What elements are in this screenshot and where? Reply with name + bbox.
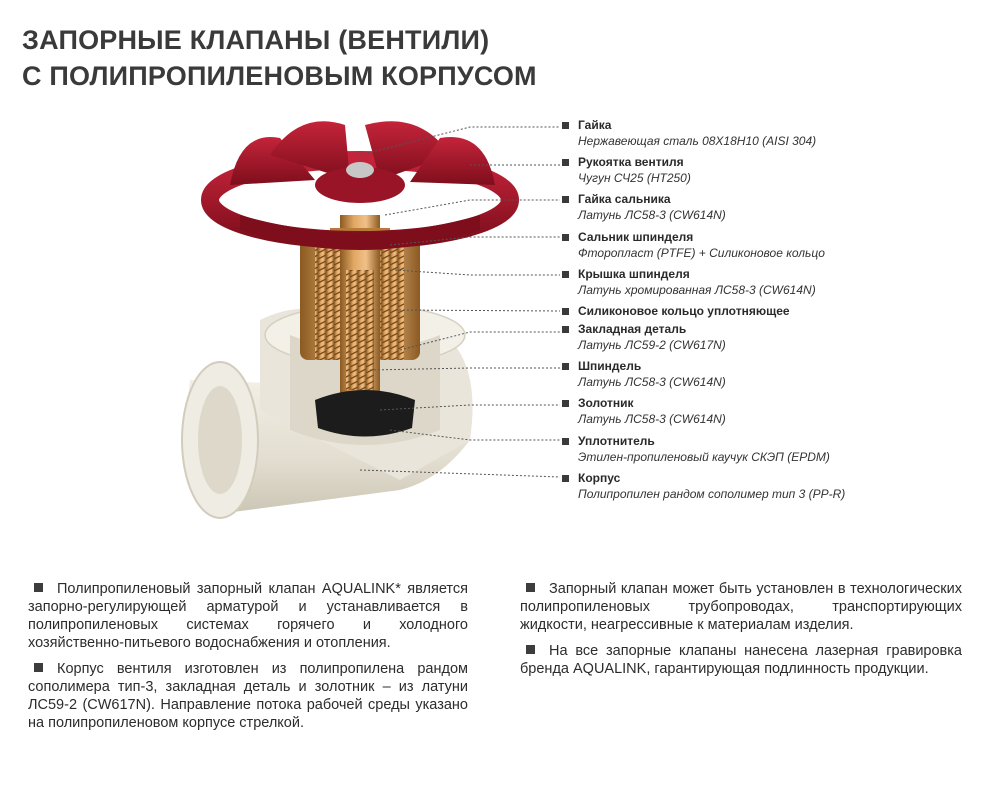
spec-material: Латунь ЛС58-3 (CW614N) [578,208,726,223]
spec-item [562,471,992,508]
spec-material: Латунь ЛС59-2 (CW617N) [578,337,726,352]
spec-name: Корпус [578,470,621,485]
component-spec-list [562,118,992,508]
spec-name: Закладная деталь [578,321,687,336]
spec-material: Латунь ЛС58-3 (CW614N) [578,375,726,390]
bullet-square-icon [34,663,43,672]
spec-item [562,434,992,471]
spec-item [562,304,992,322]
description-right-column [520,580,962,686]
spec-item [562,118,992,155]
spec-name: Сальник шпинделя [578,229,694,244]
bullet-square-icon [562,400,569,407]
spec-item [562,230,992,267]
page-title-line-1: ЗАПОРНЫЕ КЛАПАНЫ (ВЕНТИЛИ) [22,25,490,55]
spec-name: Рукоятка вентиля [578,155,684,170]
spec-item [562,396,992,433]
bullet-square-icon [562,363,569,370]
bullet-square-icon [562,159,569,166]
bullet-square-icon [562,196,569,203]
bullet-square-icon [562,122,569,129]
bullet-square-icon [562,326,569,333]
bullet-square-icon [562,438,569,445]
spec-material: Латунь ЛС58-3 (CW614N) [578,412,726,427]
page-title-line-2: С ПОЛИПРОПИЛЕНОВЫМ КОРПУСОМ [22,61,537,91]
bullet-square-icon [562,271,569,278]
spec-name: Гайка [578,118,612,132]
spec-name: Золотник [578,396,634,411]
spec-material: Нержавеющая сталь 08Х18Н10 (AISI 304) [578,134,817,148]
spec-item [562,267,992,304]
bullet-square-icon [562,234,569,241]
page-title [22,22,537,94]
paragraph [520,580,962,634]
spec-name: Уплотнитель [578,433,655,448]
spec-item [562,192,992,229]
spec-name: Шпиндель [578,359,642,374]
paragraph-text: На все запорные клапаны нанесена лазерная гравировка бренда AQUALINK, гарантирующая подлинность продукции. [520,643,962,677]
paragraph [520,642,962,678]
spec-item [562,155,992,192]
spec-item [562,359,992,396]
spec-material: Этилен-пропиленовый каучук СКЭП (EPDM) [578,449,830,464]
bullet-square-icon [526,583,535,592]
spec-material: Латунь хромированная ЛС58-3 (CW614N) [578,282,816,297]
spec-item [562,322,992,359]
bullet-square-icon [562,308,569,315]
bullet-square-icon [562,475,569,482]
bullet-square-icon [34,583,43,592]
stainless-nut [346,162,374,178]
paragraph-text: Корпус вентиля изготовлен из полипропилена рандом сополимера тип-3, закладная деталь и золотник – из латуни ЛС59-2 (CW617N). Направление потока рабочей среды указано на полипропиленовом корпусе стрелкой. [28,661,468,731]
epdm-seal [315,390,415,437]
paragraph-text: Полипропиленовый запорный клапан AQUALINK* является запорно-регулирующей арматурой и устанавливается в полипропиленовых системах горячего и холодного хозяйственно-питьевого водоснабжения и отопления. [28,581,468,651]
valve-cutaway-illustration [150,110,570,550]
paragraph [28,660,468,732]
spec-material: Полипропилен рандом сополимер тип 3 (PP-R) [578,486,846,501]
spec-name: Гайка сальника [578,192,671,207]
spec-material: Чугун СЧ25 (НТ250) [578,171,691,186]
spec-name: Силиконовое кольцо уплотняющее [578,303,790,318]
paragraph [28,580,468,652]
spec-material: Фторопласт (PTFE) + Силиконовое кольцо [578,245,825,260]
spec-name: Крышка шпинделя [578,266,690,281]
description-left-column [28,580,468,740]
paragraph-text: Запорный клапан может быть установлен в технологических полипропиленовых трубопроводах, транспортирующих жидкости, неагрессивные к материалам изделия. [520,581,962,633]
bullet-square-icon [526,645,535,654]
